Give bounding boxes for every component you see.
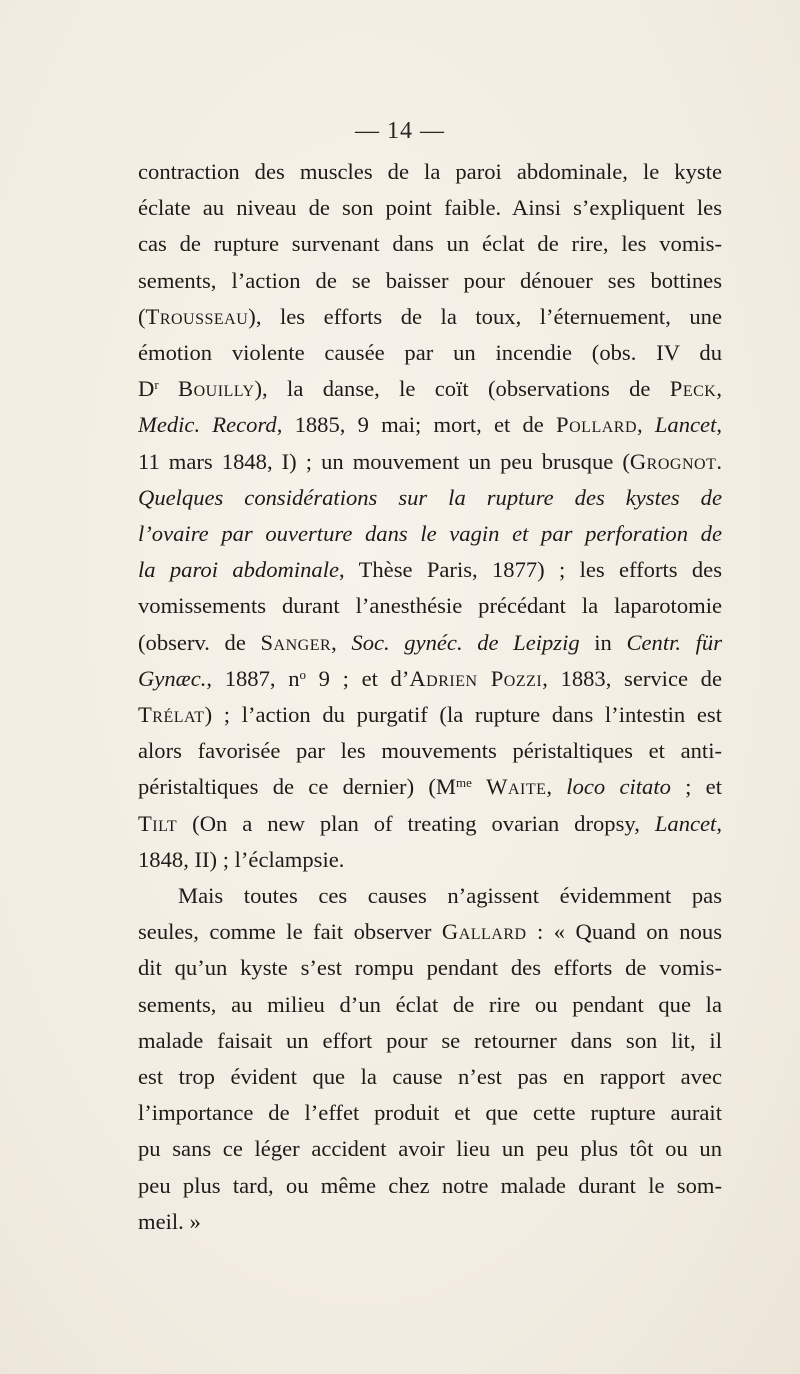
text-line: 11 mars 1848, I) ; un mouvement un peu brusque (Grognot. bbox=[138, 448, 722, 474]
text-line: péristaltiques de ce dernier) ($M^{me}$ Waite, loco citato ; et bbox=[138, 774, 722, 800]
text-line: sements, l’action de se baisser pour dénouer ses bottines bbox=[138, 267, 722, 293]
text-line: (Trousseau), les efforts de la toux, l’éternuement, une bbox=[138, 303, 722, 329]
thesis-title: l’ovaire par ouverture dans le vagin et par perforation de bbox=[138, 521, 722, 547]
author-name: Trousseau bbox=[145, 303, 249, 329]
text-line: émotion violente causée par un incendie (obs. IV du bbox=[138, 340, 722, 366]
text-line: est trop évident que la cause n’est pas en rapport avec bbox=[138, 1064, 722, 1090]
text-line: alors favorisée par les mouvements péristaltiques et anti- bbox=[138, 738, 722, 764]
author-name: Sanger bbox=[260, 629, 332, 655]
page-number: — 14 — bbox=[355, 118, 445, 144]
paragraph-start-line: Mais toutes ces causes n’agissent évidemment pas bbox=[178, 883, 722, 909]
text-line: $D^r$ Bouilly), la danse, le coït (observations de Peck, bbox=[138, 376, 722, 402]
text-line: Trélat) ; l’action du purgatif (la rupture dans l’intestin est bbox=[138, 702, 722, 728]
body-text bbox=[138, 154, 722, 1240]
thesis-title: Quelques considérations sur la rupture des kystes de bbox=[138, 484, 722, 510]
citation-phrase: loco citato bbox=[566, 774, 671, 800]
text-line: contraction des muscles de la paroi abdominale, le kyste bbox=[138, 159, 722, 184]
text-line: meil. » bbox=[138, 1208, 201, 1234]
author-name: Peck bbox=[669, 376, 717, 402]
text-line: Gynæc., 1887, $n^o$ 9 ; et d’Adrien Pozzi, 1883, service de bbox=[138, 665, 722, 691]
journal-title: Centr. für bbox=[626, 629, 722, 655]
author-name: Grognot bbox=[629, 448, 717, 474]
thesis-title: la paroi abdominale bbox=[138, 557, 340, 583]
journal-title: Lancet bbox=[654, 810, 717, 836]
journal-title: Soc. gynéc. de Leipzig bbox=[351, 629, 580, 655]
author-name: Gallard bbox=[441, 919, 527, 945]
author-name: Waite bbox=[486, 774, 547, 800]
author-name: Pollard bbox=[556, 412, 637, 438]
text-line: l’importance de l’effet produit et que cette rupture aurait bbox=[138, 1100, 722, 1126]
text-line: pu sans ce léger accident avoir lieu un peu plus tôt ou un bbox=[138, 1136, 722, 1162]
text-line: cas de rupture survenant dans un éclat de rire, les vomis- bbox=[138, 231, 722, 257]
text-line: dit qu’un kyste s’est rompu pendant des efforts de vomis- bbox=[138, 955, 722, 981]
text-line: sements, au milieu d’un éclat de rire ou pendant que la bbox=[138, 991, 722, 1017]
journal-title: Gynæc. bbox=[138, 665, 207, 691]
text-line bbox=[138, 516, 722, 552]
text-line: seules, comme le fait observer Gallard : « Quand on nous bbox=[138, 919, 722, 945]
text-line bbox=[138, 480, 722, 516]
author-name: Bouilly bbox=[178, 376, 255, 402]
text-line: Tilt (On a new plan of treating ovarian dropsy, Lancet, bbox=[138, 810, 722, 836]
text-line: 1848, II) ; l’éclampsie. bbox=[138, 846, 345, 872]
text-line: éclate au niveau de son point faible. Ainsi s’expliquent les bbox=[138, 195, 722, 221]
text-line: peu plus tard, ou même chez notre malade durant le som- bbox=[138, 1172, 722, 1198]
text-line: malade faisait un effort pour se retourner dans son lit, il bbox=[138, 1027, 722, 1053]
text-line: la paroi abdominale, Thèse Paris, 1877) ; les efforts des bbox=[138, 557, 722, 583]
journal-title: Medic. Record bbox=[138, 412, 277, 438]
text-line: Medic. Record, 1885, 9 mai; mort, et de Pollard, Lancet, bbox=[138, 412, 722, 438]
journal-title: Lancet bbox=[654, 412, 717, 438]
author-name: Tilt bbox=[138, 810, 178, 836]
author-name: Adrien Pozzi bbox=[409, 665, 543, 691]
text-line: (observ. de Sanger, Soc. gynéc. de Leipzig in Centr. für bbox=[138, 629, 722, 655]
text-line: vomissements durant l’anesthésie précédant la laparotomie bbox=[138, 593, 722, 619]
author-name: Trélat bbox=[138, 702, 205, 728]
